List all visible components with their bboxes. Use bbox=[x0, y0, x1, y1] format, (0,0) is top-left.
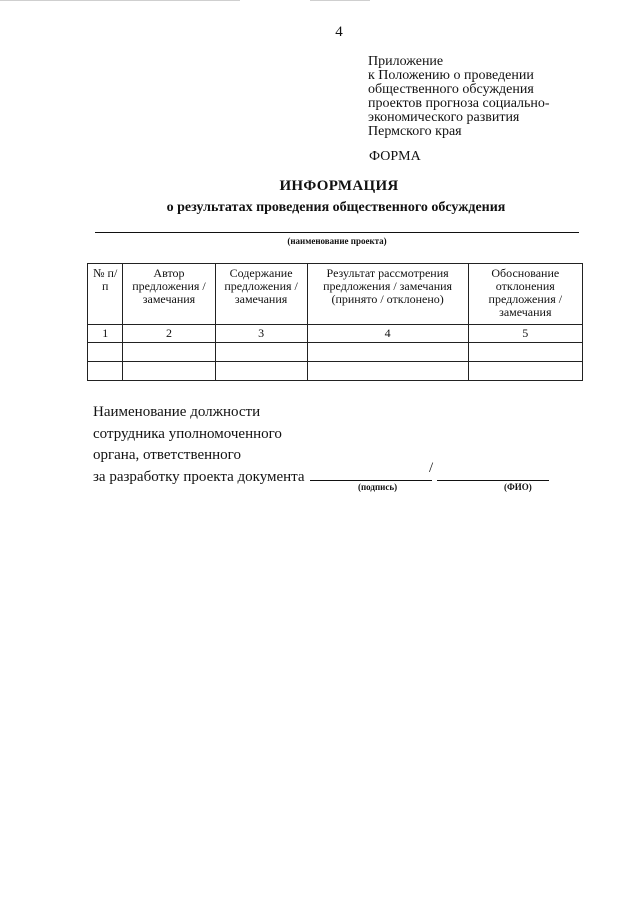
header-result: Результат рассмотрения предложения / замечания (принято / отклонено) bbox=[307, 264, 468, 325]
table-cell bbox=[88, 343, 123, 362]
table-cell bbox=[307, 343, 468, 362]
table-cell bbox=[123, 343, 215, 362]
form-label: ФОРМА bbox=[369, 149, 421, 164]
signatory-line: органа, ответственного bbox=[93, 447, 241, 463]
project-name-line bbox=[95, 232, 579, 233]
signature-separator: / bbox=[429, 460, 434, 476]
appendix-line: экономического развития bbox=[368, 110, 520, 125]
signatory-line: за разработку проекта документа bbox=[93, 468, 305, 485]
column-number-cell: 5 bbox=[468, 325, 582, 343]
column-number-cell: 1 bbox=[88, 325, 123, 343]
appendix-line: Приложение bbox=[368, 54, 444, 69]
table-cell bbox=[123, 362, 215, 381]
scan-edge-line-right bbox=[310, 0, 370, 1]
table-cell bbox=[215, 362, 307, 381]
table-cell bbox=[88, 362, 123, 381]
table-row bbox=[88, 343, 583, 362]
fio-caption: (ФИО) bbox=[504, 482, 532, 492]
page-number: 4 bbox=[335, 24, 343, 40]
header-author: Автор предложения / замечания bbox=[123, 264, 215, 325]
appendix-block bbox=[368, 55, 608, 139]
table-row bbox=[88, 362, 583, 381]
appendix-line: Пермского края bbox=[368, 124, 462, 139]
appendix-line: проектов прогноза социально- bbox=[368, 96, 550, 111]
signatory-line: сотрудника уполномоченного bbox=[93, 425, 282, 442]
column-number-row bbox=[88, 325, 583, 343]
table-header-row bbox=[88, 264, 583, 325]
table-cell bbox=[468, 362, 582, 381]
project-name-caption: (наименование проекта) bbox=[287, 236, 387, 246]
header-justification: Обоснование отклонения предложения / замечания bbox=[468, 264, 582, 325]
header-content: Содержание предложения / замечания bbox=[215, 264, 307, 325]
document-subtitle: о результатах проведения общественного обсуждения bbox=[166, 200, 506, 215]
signature-line bbox=[310, 480, 432, 481]
results-table bbox=[87, 263, 583, 381]
header-number: № п/п bbox=[88, 264, 123, 325]
signature-caption: (подпись) bbox=[358, 482, 398, 492]
scan-edge-line-left bbox=[0, 0, 240, 1]
document-title: ИНФОРМАЦИЯ bbox=[279, 178, 399, 194]
table-cell bbox=[215, 343, 307, 362]
column-number-cell: 2 bbox=[123, 325, 215, 343]
signatory-position-block bbox=[93, 402, 305, 488]
signatory-line: Наименование должности bbox=[93, 404, 261, 420]
fio-line bbox=[437, 480, 549, 481]
table-cell bbox=[307, 362, 468, 381]
column-number-cell: 4 bbox=[307, 325, 468, 343]
table-cell bbox=[468, 343, 582, 362]
column-number-cell: 3 bbox=[215, 325, 307, 343]
appendix-line: общественного обсуждения bbox=[368, 82, 534, 97]
appendix-line: к Положению о проведении bbox=[368, 68, 534, 83]
